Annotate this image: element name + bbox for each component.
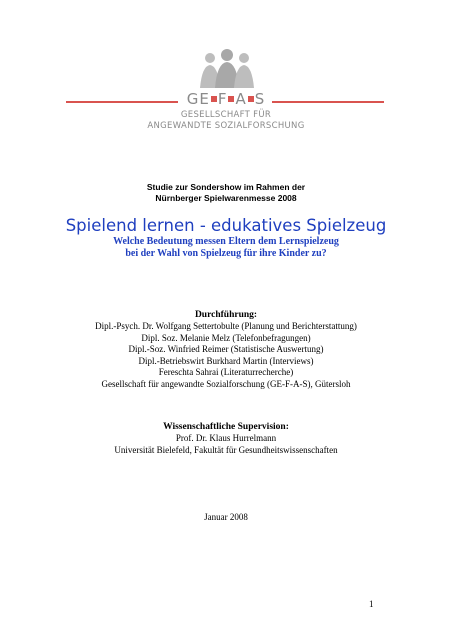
execution-label: Durchführung: bbox=[194, 310, 258, 320]
logo-rule-left bbox=[66, 101, 178, 103]
brand-part-ge: GE bbox=[186, 90, 210, 108]
brand-separator bbox=[211, 96, 217, 102]
execution-person: Dipl. Soz. Melanie Melz (Telefonbefragungen) bbox=[141, 332, 311, 343]
logo-subtitle-line2: ANGEWANDTE SOZIALFORSCHUNG bbox=[147, 121, 305, 131]
supervision-list bbox=[0, 433, 452, 456]
brand-part-f: F bbox=[217, 90, 228, 108]
document-title: Spielend lernen - edukatives Spielzeug bbox=[65, 216, 387, 235]
research-question bbox=[0, 236, 452, 260]
people-group-icon bbox=[196, 48, 258, 88]
execution-person: Gesellschaft für angewandte Sozialforschung (GE-F-A-S), Gütersloh bbox=[101, 378, 351, 389]
gefas-logo bbox=[0, 0, 452, 140]
document-date: Januar 2008 bbox=[204, 512, 248, 522]
logo-brand bbox=[176, 90, 276, 108]
execution-person: Dipl.-Betriebswirt Burkhard Martin (Interviews) bbox=[138, 355, 314, 366]
study-line: Studie zur Sondershow im Rahmen der bbox=[146, 182, 306, 192]
question-line: Welche Bedeutung messen Eltern dem Lernspielzeug bbox=[113, 236, 339, 247]
question-line: bei der Wahl von Spielzeug für ihre Kinder zu? bbox=[125, 248, 327, 259]
brand-part-s: S bbox=[254, 90, 266, 108]
logo-subtitle-line1: GESELLSCHAFT FÜR bbox=[180, 110, 272, 120]
logo-rule-right bbox=[272, 101, 384, 103]
supervisor-name: Prof. Dr. Klaus Hurrelmann bbox=[175, 433, 277, 443]
page-number: 1 bbox=[369, 599, 374, 609]
supervisor-affiliation: Universität Bielefeld, Fakultät für Gesundheitswissenschaften bbox=[114, 444, 338, 455]
brand-part-a: A bbox=[235, 90, 247, 108]
study-line: Nürnberger Spielwarenmesse 2008 bbox=[155, 193, 297, 203]
supervision-label: Wissenschaftliche Supervision: bbox=[163, 422, 289, 432]
brand-separator bbox=[228, 96, 234, 102]
brand-separator bbox=[248, 96, 254, 102]
execution-list bbox=[0, 321, 452, 390]
execution-person: Dipl.-Psych. Dr. Wolfgang Settertobulte (Planung und Berichterstattung) bbox=[95, 321, 357, 331]
execution-person: Fereschta Sahrai (Literaturrecherche) bbox=[158, 367, 294, 377]
study-heading bbox=[0, 182, 452, 204]
execution-person: Dipl.-Soz. Winfried Reimer (Statistische Auswertung) bbox=[128, 344, 324, 354]
